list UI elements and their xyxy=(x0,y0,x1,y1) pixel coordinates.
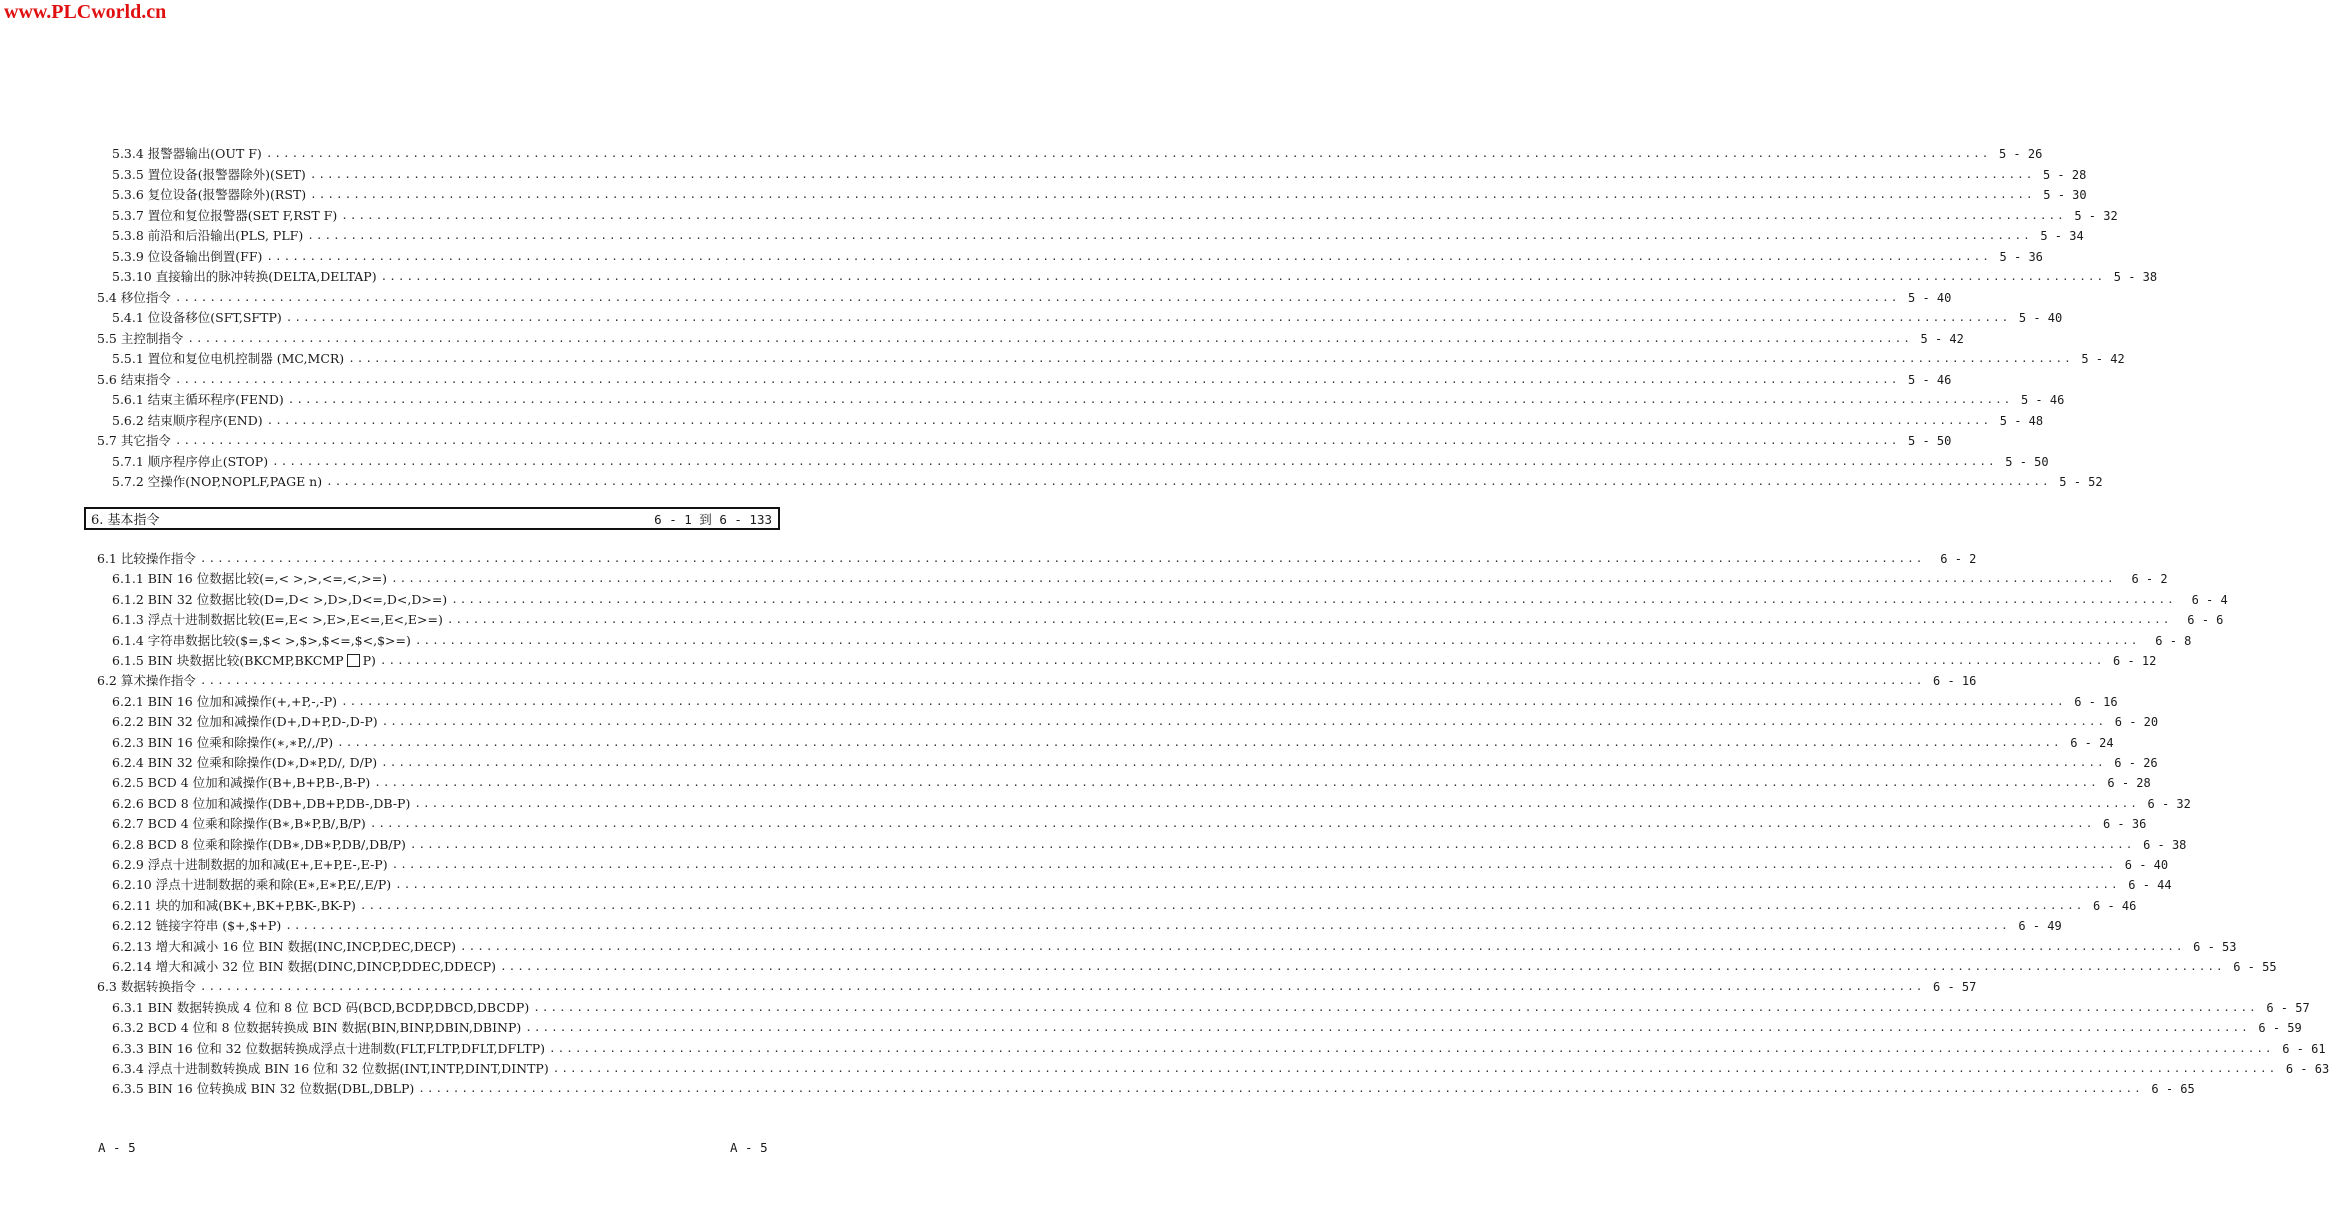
toc-entry xyxy=(112,792,2191,812)
footer-page-left: A - 5 xyxy=(98,1140,136,1155)
toc-entry-title: 6.2.6 BCD 8 位加和减操作(DB+,DB+P,DB-,DB-P) xyxy=(112,795,411,811)
toc-entry-page: 6 - 46 xyxy=(2093,898,2137,913)
dot-leader: ........................................................................................................................................................................................................ xyxy=(533,1000,2258,1014)
toc-entry-title: 6.1.3 浮点十进制数据比较(E=,E< >,E>,E<=,E<,E>=) xyxy=(112,612,443,628)
toc-entry-title: 5.7 其它指令 xyxy=(97,433,171,448)
toc-entry xyxy=(112,265,2158,285)
toc-entry-page: 5 - 26 xyxy=(1998,147,2043,161)
toc-entry xyxy=(112,955,2277,975)
toc-entry-page: 6 - 28 xyxy=(2107,776,2151,791)
toc-entry xyxy=(112,142,2043,162)
toc-entry-title: 5.6.1 结束主循环程序(FEND) xyxy=(112,392,284,407)
toc-entry xyxy=(112,567,2168,587)
toc-entry xyxy=(112,409,2044,429)
dot-leader: ........................................................................................................................................................................................................ xyxy=(285,919,2010,933)
toc-entry xyxy=(112,751,2158,771)
toc-entry-page: 6 - 6 xyxy=(2187,613,2224,628)
dot-leader: ........................................................................................................................................................................................................ xyxy=(309,167,2035,181)
toc-entry xyxy=(112,914,2062,934)
toc-entry-title: 6.3.4 浮点十进制数转换成 BIN 16 位和 32 位数据(INT,INTP,DINT,DINTP) xyxy=(112,1061,549,1076)
toc-entry-page: 6 - 61 xyxy=(2282,1041,2326,1056)
toc-entry xyxy=(112,224,2084,244)
dot-leader: ........................................................................................................................................................................................................ xyxy=(266,249,1991,263)
toc-entry xyxy=(112,690,2118,710)
dot-leader: ........................................................................................................................................................................................................ xyxy=(266,413,1992,427)
dot-leader: ........................................................................................................................................................................................................ xyxy=(265,147,1991,160)
toc-entry-page: 6 - 8 xyxy=(2155,633,2192,648)
dot-leader: ........................................................................................................................................................................................................ xyxy=(459,939,2185,953)
toc-entry-title: 6.2 算术操作指令 xyxy=(97,673,196,689)
toc-entry-title: 5.4 移位指令 xyxy=(97,289,171,305)
dot-leader: ........................................................................................................................................................................................................ xyxy=(414,796,2139,810)
toc-entry-title: 6.1 比较操作指令 xyxy=(97,551,196,566)
dot-leader: ........................................................................................................................................................................................................ xyxy=(381,756,2106,769)
toc-entry-title: 6.3.1 BIN 数据转换成 4 位和 8 位 BCD 码(BCD,BCDP,DBCD,DBCDP) xyxy=(112,999,530,1015)
toc-entry-title: 5.3.10 直接输出的脉冲转换(DELTA,DELTAP) xyxy=(112,269,377,284)
toc-entry-page: 5 - 50 xyxy=(2005,454,2049,469)
dot-leader: ........................................................................................................................................................................................................ xyxy=(380,270,2106,283)
toc-entry xyxy=(112,450,2049,470)
toc-entry xyxy=(97,547,1977,567)
toc-entry-title: 6.1.4 字符串数据比较($=,$< >,$>,$<=,$<,$>=) xyxy=(112,632,411,648)
toc-entry-page: 6 - 20 xyxy=(2114,715,2159,730)
toc-entry xyxy=(112,163,2087,183)
toc-entry xyxy=(97,429,1952,449)
dot-leader: ........................................................................................................................................................................................................ xyxy=(552,1062,2278,1075)
toc-entry-title: 5.3.8 前沿和后沿输出(PLS, PLF) xyxy=(112,228,304,243)
toc-entry-title: 5.4.1 位设备移位(SFT,SFTP) xyxy=(112,310,282,325)
toc-entry-page: 6 - 65 xyxy=(2151,1082,2195,1097)
toc-entry xyxy=(97,286,1952,306)
toc-entry-page: 5 - 30 xyxy=(2043,188,2087,202)
toc-entry-title: 5.3.5 置位设备(报警器除外)(SET) xyxy=(112,166,306,182)
toc-entry-title: 5.5 主控制指令 xyxy=(97,330,184,346)
toc-entry-title: 6.2.14 增大和减小 32 位 BIN 数据(DINC,DINCP,DDEC,DDECP) xyxy=(112,959,497,974)
toc-entry-page: 6 - 49 xyxy=(2018,919,2062,934)
toc-entry-page: 6 - 2 xyxy=(1940,552,1977,566)
toc-entry-title: 6.2.1 BIN 16 位加和减操作(+,+P,-,-P) xyxy=(112,693,338,709)
toc-entry-page: 6 - 59 xyxy=(2258,1021,2302,1036)
toc-entry-page: 6 - 2 xyxy=(2131,572,2168,587)
footer-page-right: A - 5 xyxy=(730,1140,768,1155)
toc-entry xyxy=(112,935,2237,955)
dot-leader: ........................................................................................................................................................................................................ xyxy=(395,878,2120,892)
dot-leader: ........................................................................................................................................................................................................ xyxy=(326,475,2051,488)
toc-entry-title: 6.1.5 BIN 块数据比较(BKCMP,BKCMP P) xyxy=(112,653,376,668)
toc-entry-title: 6.1.2 BIN 32 位数据比较(D=,D< >,D>,D<=,D<,D>=) xyxy=(112,591,448,607)
toc-entry xyxy=(112,629,2192,649)
toc-entry-title: 5.3.4 报警器输出(OUT F) xyxy=(112,146,262,161)
toc-entry-title: 6.2.13 增大和减小 16 位 BIN 数据(INC,INCP,DEC,DECP) xyxy=(112,938,456,954)
toc-entry xyxy=(97,975,1977,995)
toc-entry xyxy=(97,669,1977,689)
dot-leader: ........................................................................................................................................................................................................ xyxy=(374,776,2099,790)
dot-leader: ........................................................................................................................................................................................................ xyxy=(409,837,2135,851)
chapter-page-range: 6 - 1 到 6 - 133 xyxy=(654,511,772,527)
toc-entry xyxy=(112,306,2063,326)
toc-entry-title: 6.2.3 BIN 16 位乘和除操作(∗,∗P,/,/P) xyxy=(112,734,334,750)
dot-leader: ........................................................................................................................................................................................................ xyxy=(341,694,2066,708)
toc-entry-page: 6 - 26 xyxy=(2114,756,2158,770)
toc-entry-title: 6.2.12 链接字符串 ($+,$+P) xyxy=(112,918,282,934)
toc-entry xyxy=(97,368,1952,388)
dot-leader: ........................................................................................................................................................................................................ xyxy=(285,311,2011,324)
dot-leader: ........................................................................................................................................................................................................ xyxy=(500,960,2225,973)
toc-entry xyxy=(112,608,2224,628)
dot-leader: ........................................................................................................................................................................................................ xyxy=(369,817,2095,831)
dot-leader: ........................................................................................................................................................................................................ xyxy=(272,454,1997,468)
dot-leader: ........................................................................................................................................................................................................ xyxy=(287,393,2013,406)
toc-entry-page: 6 - 24 xyxy=(2070,735,2114,750)
toc-entry-page: 5 - 46 xyxy=(1908,372,1952,387)
dot-leader: ........................................................................................................................................................................................................ xyxy=(310,188,2035,201)
dot-leader: ........................................................................................................................................................................................................ xyxy=(525,1021,2250,1035)
chapter-title: 6. 基本指令 xyxy=(91,513,160,528)
dot-leader: ........................................................................................................................................................................................................ xyxy=(341,208,2066,222)
toc-entry-page: 5 - 40 xyxy=(2018,311,2063,325)
toc-entry-page: 6 - 55 xyxy=(2233,960,2277,974)
dot-leader: ........................................................................................................................................................................................................ xyxy=(451,592,2176,606)
dot-leader: ........................................................................................................................................................................................................ xyxy=(391,572,2116,586)
toc-entry xyxy=(112,1037,2326,1057)
toc-entry-page: 6 - 63 xyxy=(2285,1062,2329,1076)
toc-entry xyxy=(112,588,2228,608)
chapter-heading-box xyxy=(84,507,780,530)
toc-entry-page: 6 - 57 xyxy=(2266,1000,2310,1015)
toc-entry-title: 5.6.2 结束顺序程序(END) xyxy=(112,412,263,428)
toc-entry-title: 5.7.2 空操作(NOP,NOPLF,PAGE n) xyxy=(112,474,323,489)
toc-entry xyxy=(112,245,2043,265)
toc-entry xyxy=(112,1016,2302,1036)
dot-leader: ........................................................................................................................................................................................................ xyxy=(381,715,2107,729)
toc-entry-title: 6.2.11 块的加和减(BK+,BK+P,BK-,BK-P) xyxy=(112,897,356,913)
toc-entry-title: 5.3.6 复位设备(报警器除外)(RST) xyxy=(112,187,307,202)
dot-leader: ........................................................................................................................................................................................................ xyxy=(391,858,2117,871)
toc-entry-page: 5 - 42 xyxy=(1920,331,1964,346)
toc-entry-page: 5 - 46 xyxy=(2020,393,2065,407)
toc-entry-title: 6.3.2 BCD 4 位和 8 位数据转换成 BIN 数据(BIN,BINP,DBIN,DBINP) xyxy=(112,1020,522,1036)
toc-entry xyxy=(112,873,2172,893)
toc-entry xyxy=(112,649,2157,669)
toc-entry xyxy=(112,347,2125,367)
empty-box-icon xyxy=(347,654,360,667)
toc-entry-page: 6 - 57 xyxy=(1933,980,1977,995)
dot-leader: ........................................................................................................................................................................................................ xyxy=(174,372,1900,386)
dot-leader: ........................................................................................................................................................................................................ xyxy=(187,331,1912,345)
toc-entry-page: 6 - 16 xyxy=(1933,674,1977,689)
dot-leader: ........................................................................................................................................................................................................ xyxy=(199,980,1925,994)
watermark-url: www.PLCworld.cn xyxy=(4,1,167,23)
toc-entry-title: 5.3.7 置位和复位报警器(SET F,RST F) xyxy=(112,207,338,223)
toc-entry-title: 6.2.10 浮点十进制数据的乘和除(E∗,E∗P,E/,E/P) xyxy=(112,877,392,893)
toc-entry-page: 5 - 32 xyxy=(2074,208,2118,223)
dot-leader: ........................................................................................................................................................................................................ xyxy=(337,735,2062,749)
toc-entry-page: 5 - 52 xyxy=(2059,475,2103,489)
toc-entry-title: 6.2.9 浮点十进制数据的加和减(E+,E+P,E-,E-P) xyxy=(112,857,388,872)
dot-leader: ........................................................................................................................................................................................................ xyxy=(414,633,2140,647)
dot-leader: ........................................................................................................................................................................................................ xyxy=(348,352,2073,365)
toc-entry xyxy=(112,894,2137,914)
toc-entry-title: 5.5.1 置位和复位电机控制器 (MC,MCR) xyxy=(112,351,345,366)
toc-entry-title: 6.2.5 BCD 4 位加和减操作(B+,B+P,B-,B-P) xyxy=(112,775,371,791)
toc-entry xyxy=(112,771,2151,791)
toc-entry xyxy=(112,731,2114,751)
toc-entry-page: 6 - 40 xyxy=(2124,858,2169,872)
toc-entry-title: 6.2.2 BIN 32 位加和减操作(D+,D+P,D-,D-P) xyxy=(112,714,378,730)
dot-leader: ........................................................................................................................................................................................................ xyxy=(307,229,2032,242)
toc-entry-page: 6 - 12 xyxy=(2113,654,2157,668)
toc-entry-page: 5 - 40 xyxy=(1908,290,1952,305)
toc-entry-page: 5 - 28 xyxy=(2042,167,2087,182)
toc-entry-title: 6.3.3 BIN 16 位和 32 位数据转换成浮点十进制数(FLT,FLTP,DFLT,DFLTP) xyxy=(112,1040,546,1056)
dot-leader: ........................................................................................................................................................................................................ xyxy=(549,1041,2274,1055)
toc-entry xyxy=(112,1077,2195,1097)
toc-entry xyxy=(112,833,2187,853)
toc-entry xyxy=(112,183,2087,203)
toc-entry-page: 6 - 32 xyxy=(2147,796,2191,811)
dot-leader: ........................................................................................................................................................................................................ xyxy=(379,654,2105,667)
dot-leader: ........................................................................................................................................................................................................ xyxy=(174,434,1900,447)
toc-entry-title: 6.3.5 BIN 16 位转换成 BIN 32 位数据(DBL,DBLP) xyxy=(112,1081,415,1097)
toc-entry-page: 6 - 44 xyxy=(2128,878,2172,893)
toc-entry-page: 6 - 36 xyxy=(2102,817,2147,832)
toc-entry-title: 5.3.9 位设备输出倒置(FF) xyxy=(112,248,263,264)
dot-leader: ........................................................................................................................................................................................................ xyxy=(174,290,1900,304)
toc-entry-title: 6.2.4 BIN 32 位乘和除操作(D∗,D∗P,D/, D/P) xyxy=(112,755,378,770)
toc-entry xyxy=(112,470,2103,490)
toc-entry xyxy=(112,388,2065,408)
toc-entry-page: 6 - 4 xyxy=(2191,592,2228,607)
toc-entry-page: 6 - 38 xyxy=(2143,837,2187,852)
dot-leader: ........................................................................................................................................................................................................ xyxy=(446,613,2172,627)
toc-entry-page: 6 - 53 xyxy=(2193,939,2237,954)
dot-leader: ........................................................................................................................................................................................................ xyxy=(199,552,1925,565)
toc-entry-page: 5 - 50 xyxy=(1908,434,1952,448)
toc-entry-page: 5 - 36 xyxy=(1999,249,2043,264)
toc-entry-page: 5 - 34 xyxy=(2040,229,2084,243)
toc-entry-page: 5 - 42 xyxy=(2081,352,2125,366)
dot-leader: ........................................................................................................................................................................................................ xyxy=(418,1082,2143,1096)
toc-entry xyxy=(112,996,2310,1016)
dot-leader: ........................................................................................................................................................................................................ xyxy=(199,674,1925,688)
toc-entry xyxy=(97,327,1964,347)
toc-entry xyxy=(112,812,2147,832)
toc-entry-title: 5.7.1 顺序程序停止(STOP) xyxy=(112,453,269,469)
dot-leader: ........................................................................................................................................................................................................ xyxy=(359,898,2085,912)
toc-entry-page: 5 - 48 xyxy=(1999,413,2044,428)
toc-entry xyxy=(112,204,2118,224)
toc-entry xyxy=(112,710,2159,730)
toc-entry xyxy=(112,853,2169,873)
toc-entry xyxy=(112,1057,2329,1077)
toc-entry-title: 6.3 数据转换指令 xyxy=(97,979,196,995)
toc-entry-page: 5 - 38 xyxy=(2113,270,2158,284)
toc-entry-title: 6.1.1 BIN 16 位数据比较(=,< >,>,<=,<,>=) xyxy=(112,571,388,587)
toc-entry-title: 5.6 结束指令 xyxy=(97,371,171,387)
toc-entry-title: 6.2.8 BCD 8 位乘和除操作(DB∗,DB∗P,DB/,DB/P) xyxy=(112,836,406,852)
toc-entry-page: 6 - 16 xyxy=(2074,694,2118,709)
toc-entry-title: 6.2.7 BCD 4 位乘和除操作(B∗,B∗P,B/,B/P) xyxy=(112,816,366,832)
